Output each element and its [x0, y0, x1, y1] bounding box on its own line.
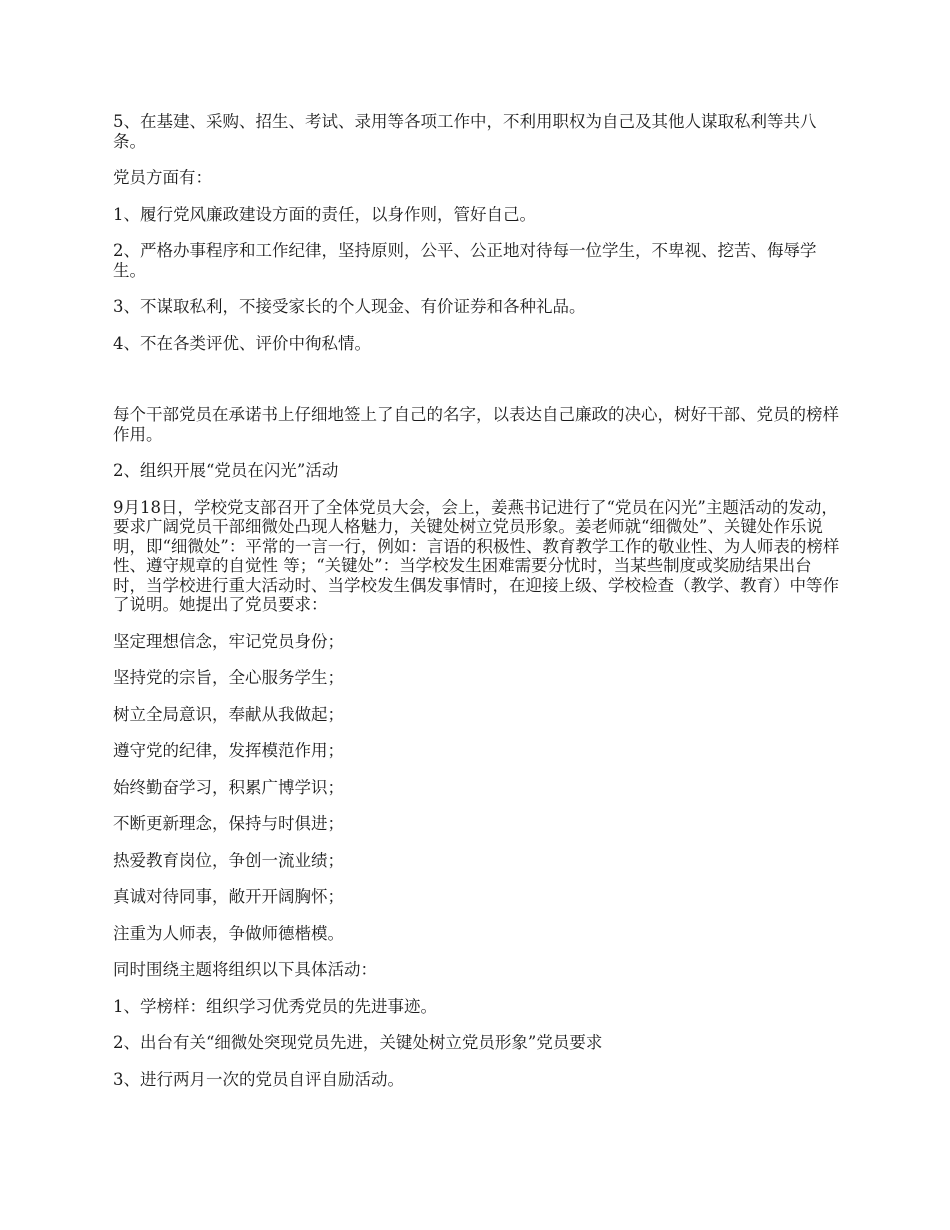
paragraph-pledge-signing: 每个干部党员在承诺书上仔细地签上了自己的名字，以表达自己廉政的决心，树好干部、党员的榜样作用。	[113, 405, 839, 444]
requirement-item: 始终勤奋学习，积累广博学识；	[113, 777, 344, 797]
paragraph-member-rule-2: 2、严格办事程序和工作纪律，坚持原则，公平、公正地对待每一位学生，不卑视、挖苦、侮辱学生。	[113, 241, 817, 280]
paragraph-member-rule-4: 4、不在各类评优、评价中徇私情。	[113, 333, 371, 353]
requirement-item: 树立全局意识，奉献从我做起；	[113, 704, 344, 724]
paragraph-meeting-description: 9月18日，学校党支部召开了全体党员大会，会上，姜燕书记进行了“党员在闪光”主题活动的发动，要求广阔党员干部细微处凸现人格魅力，关键处树立党员形象。姜老师就“细微处”、关键处作乐说明，即“细微处”：平常的一言一行，例如：言语的积极性、教育教学工作的敬业性、为人师表的榜样性、遵守规章的自觉性 等；“关键处”：当学校发生困难需要分忧时，当某些制度或奖励结果出台时，当学校进行重大活动时、当学校发生偶发事情时，在迎接上级、学校检查（教学、教育）中等作了说明。她提出了党员要求：	[113, 497, 840, 614]
activity-item-3: 3、进行两月一次的党员自评自励活动。	[113, 1069, 404, 1089]
paragraph-party-members-heading: 党员方面有：	[113, 168, 212, 187]
requirement-item: 遵守党的纪律，发挥模范作用；	[113, 741, 344, 760]
requirement-item: 热爱教育岗位，争创一流业绩；	[113, 850, 344, 870]
activity-item-1: 1、学榜样：组织学习优秀党员的先进事迹。	[113, 996, 437, 1016]
requirement-item: 坚持党的宗旨，全心服务学生；	[113, 668, 344, 687]
requirement-item: 不断更新理念，保持与时俱进；	[113, 814, 344, 833]
paragraph-activity-heading: 2、组织开展“党员在闪光”活动	[113, 461, 339, 480]
requirement-item: 真诚对待同事，敞开开阔胸怀；	[113, 887, 344, 906]
paragraph-member-rule-1: 1、履行党风廉政建设方面的责任，以身作则，管好自己。	[113, 204, 536, 224]
paragraph-item5-procurement: 5、在基建、采购、招生、考试、录用等各项工作中，不利用职权为自己及其他人谋取私利等共八条。	[113, 112, 817, 151]
blank-spacer	[113, 370, 842, 405]
activity-item-2: 2、出台有关“细微处突现党员先进，关键处树立党员形象”党员要求	[113, 1033, 603, 1052]
requirement-item: 注重为人师表，争做师德楷模。	[113, 923, 344, 943]
requirement-item: 坚定理想信念，牢记党员身份；	[113, 631, 344, 651]
paragraph-activities-intro: 同时围绕主题将组织以下具体活动：	[113, 960, 377, 979]
paragraph-member-rule-3: 3、不谋取私利，不接受家长的个人现金、有价证券和各种礼品。	[113, 297, 586, 316]
